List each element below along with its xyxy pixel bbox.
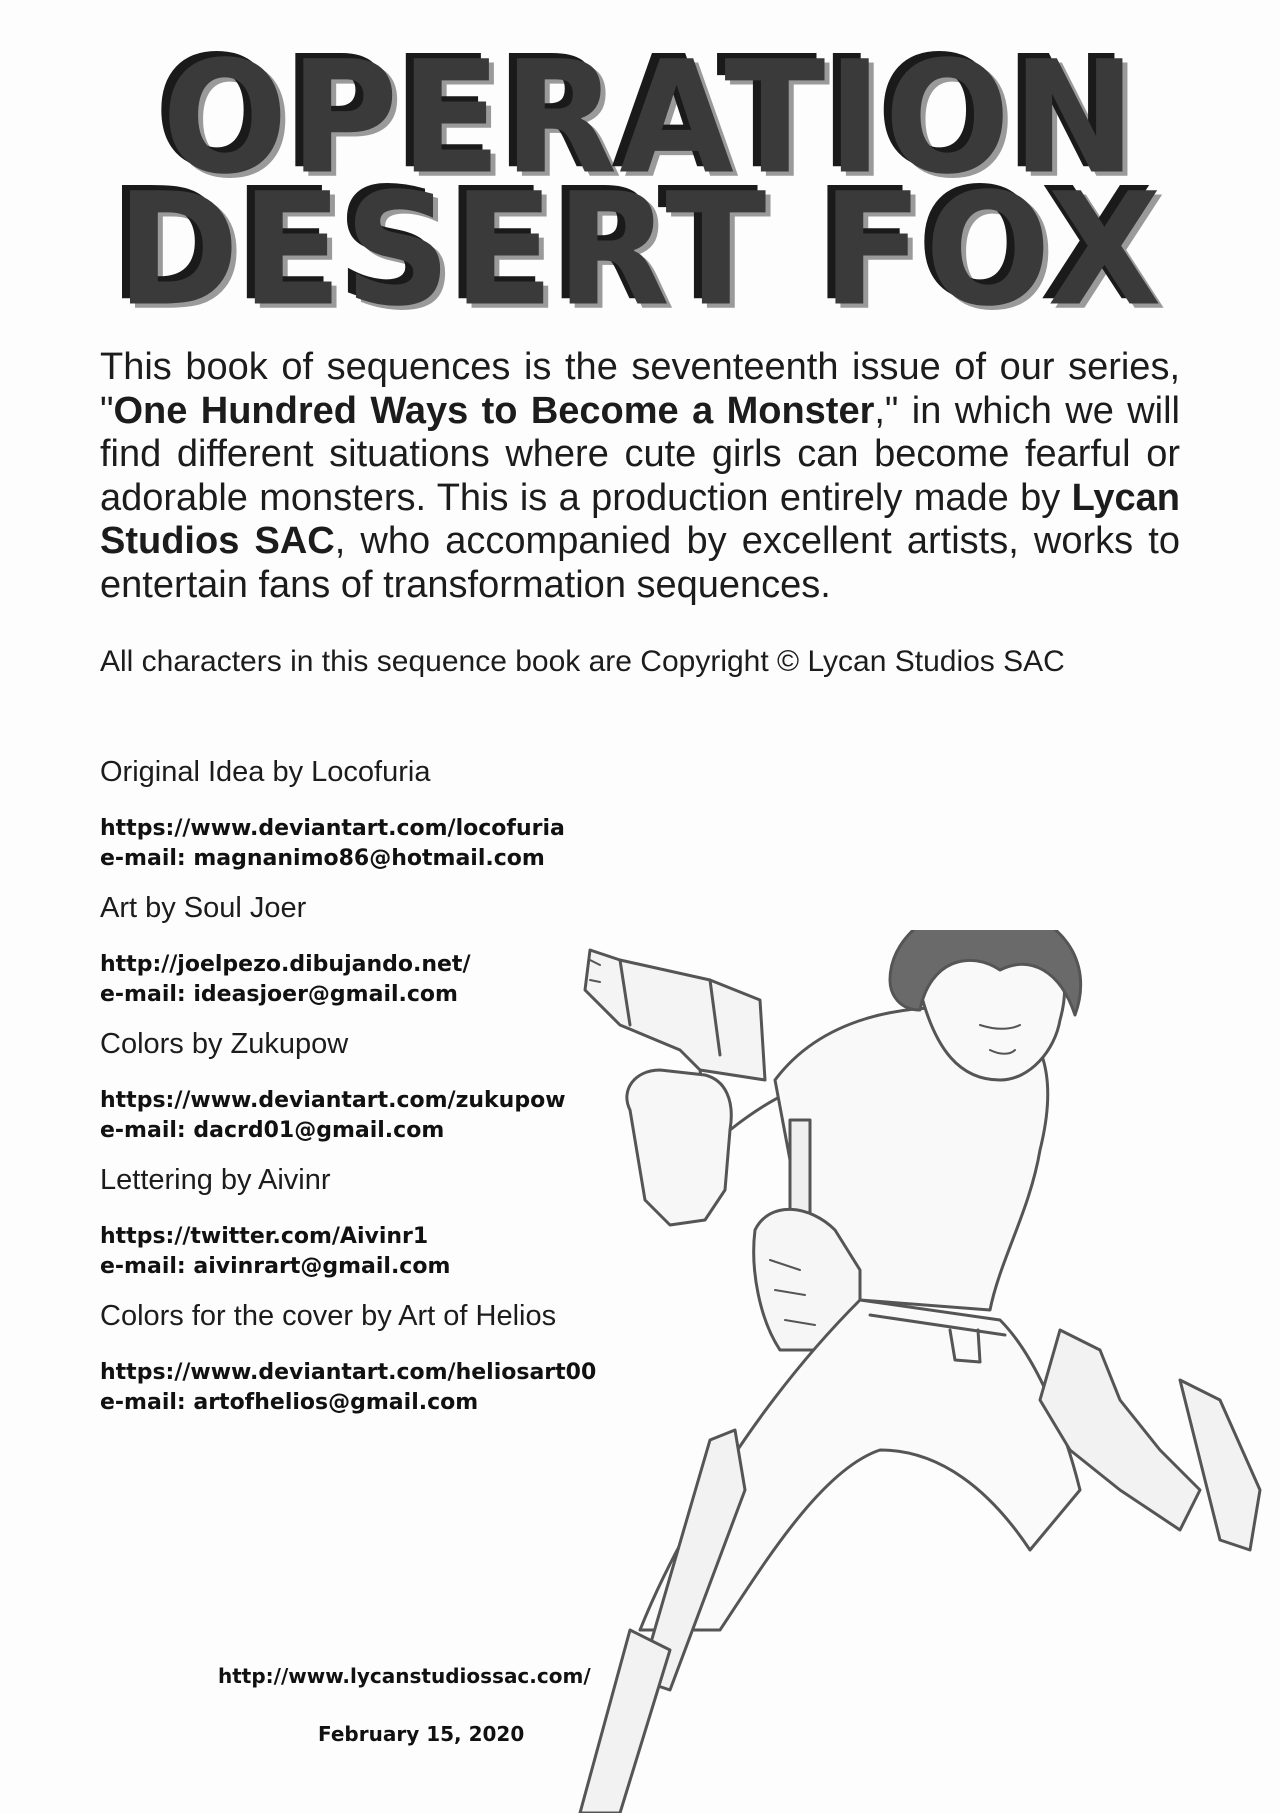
gun-hand-drawing [627,1070,731,1225]
cover-title [0,27,1280,341]
intro-text-2: ," in which we will find different situations where cute girls can become fearful or adorable monsters. This is a production entirely made by [100,389,1181,519]
credit-email[interactable]: e-mail: ideasjoer@gmail.com [100,982,458,1007]
credit-email[interactable]: e-mail: aivinrart@gmail.com [100,1254,451,1279]
series-name: One Hundred Ways to Become a Monster [113,389,875,432]
copyright-notice: All characters in this sequence book are Copyright © Lycan Studios SAC [100,645,1065,678]
credit-role: Colors by Zukupow [100,1028,349,1060]
credit-role: Original Idea by Locofuria [100,756,431,788]
credit-email[interactable]: e-mail: artofhelios@gmail.com [100,1390,479,1415]
credit-role: Lettering by Aivinr [100,1164,331,1196]
intro-text-1: This book of sequences is the seventeenth issue of our series, " [100,346,1180,432]
title-line-1: OPERATION [161,27,1139,209]
studio-name: Lycan Studios SAC [100,476,1180,562]
credit-original-idea [100,752,720,874]
credit-role: Colors for the cover by Art of Helios [100,1300,557,1332]
intro-paragraph [100,346,1180,607]
title-line-2: DESERT FOX [116,159,1164,341]
credit-link[interactable]: http://joelpezo.dibujando.net/ [100,952,471,977]
character-illustration [560,930,1280,1813]
credit-email[interactable]: e-mail: magnanimo86@hotmail.com [100,846,545,871]
credit-email[interactable]: e-mail: dacrd01@gmail.com [100,1118,445,1143]
credit-link[interactable]: https://www.deviantart.com/heliosart00 [100,1360,597,1385]
credit-link[interactable]: https://twitter.com/Aivinr1 [100,1224,429,1249]
credit-link[interactable]: https://www.deviantart.com/zukupow [100,1088,566,1113]
credit-role: Art by Soul Joer [100,892,307,924]
credit-link[interactable]: https://www.deviantart.com/locofuria [100,816,565,841]
website-link[interactable]: http://www.lycanstudiossac.com/ [218,1664,591,1688]
publication-date: February 15, 2020 [318,1722,525,1746]
intro-text-3: , who accompanied by excellent artists, works to entertain fans of transformation sequences. [100,520,1181,606]
